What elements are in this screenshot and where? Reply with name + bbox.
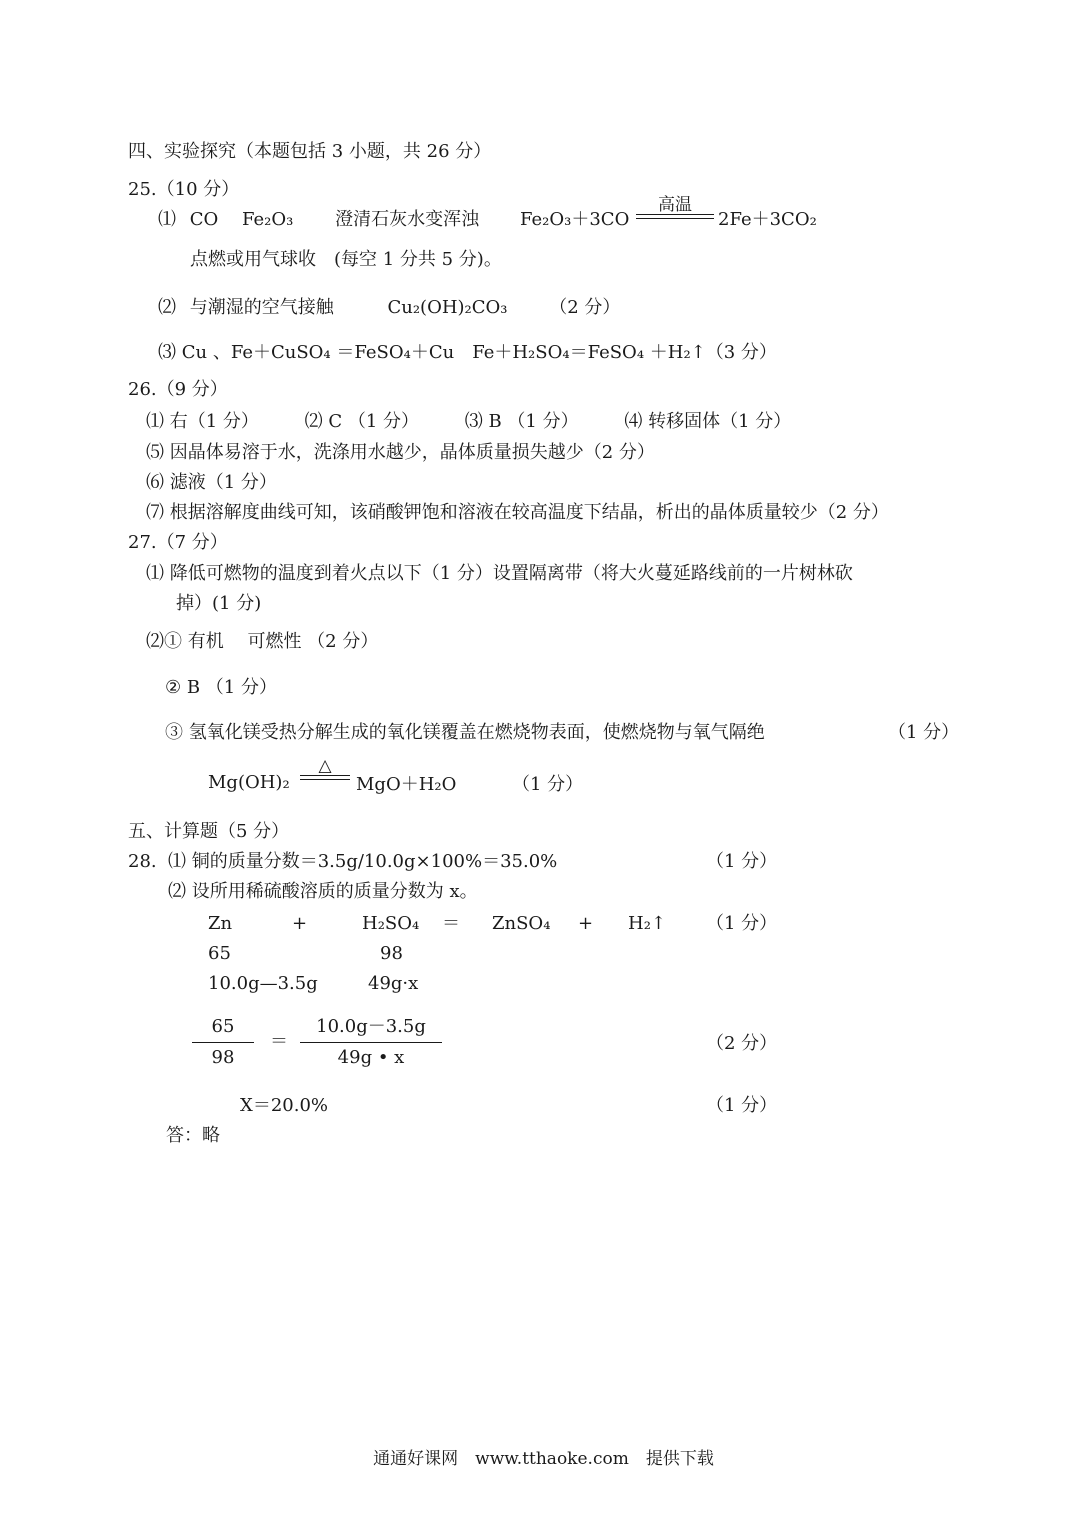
q28-result: X＝20.0%: [240, 1095, 328, 1116]
q28-molar-zn: 65: [208, 943, 231, 964]
q25-part2: [158, 296, 620, 320]
fraction-denominator: 98: [211, 1047, 235, 1068]
q28-reaction-score: （1 分）: [706, 913, 778, 934]
page-footer: 通通好课网 www.tthaoke.com 提供下载: [373, 1449, 714, 1469]
q28-reaction-h2so4: H₂SO₄: [362, 913, 420, 934]
q28-reaction-plus2: +: [578, 913, 594, 934]
q26-line1: [146, 410, 791, 434]
q25-part1: [158, 208, 479, 232]
q25-equation-left: Fe₂O₃＋3CO: [520, 209, 630, 230]
condition-high-temp: 高温: [658, 195, 692, 215]
q26-part7: ⑺ 根据溶解度曲线可知，该硝酸钾饱和溶液在较高温度下结晶，析出的晶体质量较少（2 分）: [146, 502, 889, 523]
q27-part2-2: ② B （1 分）: [165, 677, 277, 698]
fraction-numerator: 10.0g－3.5g: [316, 1016, 426, 1037]
q28-part2: ⑵ 设所用稀硫酸溶质的质量分数为 x。: [168, 881, 478, 902]
q27-part1: ⑴ 降低可燃物的温度到着火点以下（1 分）设置隔离带（将大火蔓延路线前的一片树林砍: [146, 563, 853, 584]
condition-heat-icon: △: [318, 756, 332, 776]
q27-equation-left: Mg(OH)₂: [208, 772, 290, 793]
q27-part1-cont: 掉）(1 分): [176, 593, 262, 614]
q25-part3: [158, 341, 777, 365]
q27-equation-arrow: [300, 757, 350, 780]
q28-heading: 28.: [128, 851, 157, 872]
q27-part2-3-score: （1 分）: [888, 722, 960, 743]
q26-part2: ⑵ C （1 分）: [304, 411, 420, 432]
q25-part2-answer2: Cu₂(OH)₂CO₃: [387, 297, 508, 318]
q25-answer-co: CO: [189, 209, 219, 230]
section-4-title: 四、实验探究（本题包括 3 小题，共 26 分）: [128, 141, 492, 162]
q25-part3-num: ⑶: [158, 342, 176, 363]
q28-reaction-znso4: ZnSO₄: [492, 913, 551, 934]
q27-part2-1: ⑵① 有机 可燃性 （2 分）: [146, 631, 379, 652]
q28-part1: ⑴ 铜的质量分数＝3.5g/10.0g×100%＝35.0%: [168, 851, 558, 872]
fraction-bar: [300, 1042, 442, 1043]
q25-equation-arrow: [636, 196, 714, 219]
q26-part3: ⑶ B （1 分）: [464, 411, 579, 432]
q27-part2-3: ③ 氢氧化镁受热分解生成的氧化镁覆盖在燃烧物表面，使燃烧物与氧气隔绝: [165, 722, 765, 743]
q27-equation-right: MgO＋H₂O: [356, 774, 457, 795]
q25-answer-fe2o3: Fe₂O₃: [242, 209, 294, 230]
q25-part3-text: Cu 、Fe＋CuSO₄ ＝FeSO₄＋Cu Fe＋H₂SO₄＝FeSO₄ ＋H₂↑（3 分）: [181, 342, 777, 363]
q25-heading: 25.（10 分）: [128, 179, 240, 200]
q25-part2-num: ⑵: [158, 297, 176, 318]
q25-part1-num: ⑴: [158, 209, 176, 230]
q28-reaction-plus1: +: [292, 913, 308, 934]
q25-part2-score: （2 分）: [549, 297, 621, 318]
q25-equation-right: 2Fe＋3CO₂: [718, 209, 817, 230]
q28-mass-zn: 10.0g—3.5g: [208, 973, 318, 994]
q26-part4: ⑷ 转移固体（1 分）: [624, 411, 792, 432]
q26-part5: ⑸ 因晶体易溶于水，洗涤用水越少，晶体质量损失越少（2 分）: [146, 442, 655, 463]
q28-fraction-left: [192, 1014, 254, 1071]
section-5-title: 五、计算题（5 分）: [128, 821, 290, 842]
q28-mass-h2so4: 49g·x: [368, 973, 419, 994]
q28-part1-score: （1 分）: [706, 851, 778, 872]
q28-answer: 答：略: [166, 1125, 220, 1146]
q28-fraction-score: （2 分）: [706, 1033, 778, 1054]
fraction-numerator: 65: [211, 1016, 235, 1037]
q27-equation-score: （1 分）: [512, 774, 584, 795]
fraction-denominator: 49g • x: [337, 1047, 405, 1068]
q25-part2-answer1: 与潮湿的空气接触: [189, 297, 334, 318]
fraction-bar: [192, 1042, 254, 1043]
q28-reaction-zn: Zn: [208, 913, 233, 934]
q28-molar-h2so4: 98: [380, 943, 403, 964]
q25-part1-line2: 点燃或用气球收 (每空 1 分共 5 分)。: [190, 249, 502, 270]
q28-fraction-equals: ＝: [270, 1031, 288, 1052]
q26-part1: ⑴ 右（1 分）: [146, 411, 259, 432]
q25-answer-limewater: 澄清石灰水变浑浊: [335, 209, 480, 230]
q28-fraction-right: [300, 1014, 442, 1071]
q26-part6: ⑹ 滤液（1 分）: [146, 472, 277, 493]
q26-heading: 26.（9 分）: [128, 379, 228, 400]
q28-result-score: （1 分）: [706, 1095, 778, 1116]
q28-reaction-equals: ＝: [442, 913, 460, 934]
q27-heading: 27.（7 分）: [128, 532, 228, 553]
q28-reaction-h2: H₂↑: [628, 913, 666, 934]
